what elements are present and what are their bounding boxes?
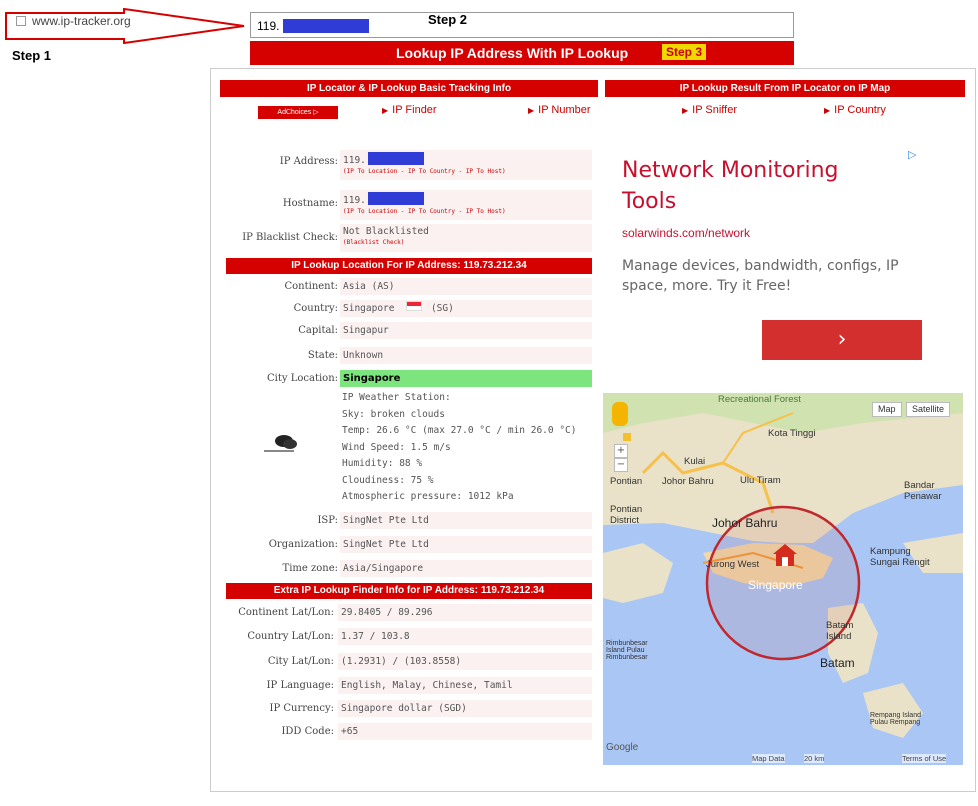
country-label: Country: (293, 303, 338, 314)
extra-section-title: Extra IP Lookup Finder Info for IP Address: 119.73.212.34 (226, 583, 592, 599)
nav-ip-finder[interactable]: ▶ IP Finder (382, 104, 437, 116)
organization-label: Organization: (268, 539, 338, 550)
singapore-flag-icon (406, 301, 422, 311)
page-icon (16, 16, 26, 26)
ip-language-value: English, Malay, Chinese, Tamil (338, 677, 592, 694)
map-label: Jurong West (706, 559, 760, 570)
continent-value: Asia (AS) (340, 278, 592, 295)
lookup-button-label: Lookup IP Address With IP Lookup (396, 45, 629, 61)
triangle-right-icon: ▶ (528, 106, 535, 115)
continent-latlon-value: 29.8405 / 89.296 (338, 604, 592, 621)
host-tools-links[interactable]: (IP To Location - IP To Country - IP To Host) (343, 208, 506, 215)
step-2-label: Step 2 (428, 12, 468, 27)
ad-url[interactable]: solarwinds.com/network (622, 226, 751, 240)
street-view-pegman-icon[interactable] (612, 402, 628, 426)
city-location-value: Singapore (340, 370, 592, 387)
map-label: Kampung Sungai Rengit (870, 546, 930, 568)
step-1-label: Step 1 (12, 48, 52, 63)
map-label: Johor Bahru (662, 476, 714, 487)
nav-ip-country[interactable]: ▶ IP Country (824, 104, 886, 116)
weather-line: Atmospheric pressure: 1012 kPa (342, 491, 514, 502)
redaction-block (283, 19, 369, 33)
map-label: Bandar Penawar (904, 480, 942, 502)
city-location-label: City Location: (267, 373, 338, 384)
organization-value: SingNet Pte Ltd (340, 536, 592, 553)
state-value: Unknown (340, 347, 592, 364)
ad-title[interactable]: Network Monitoring Tools (622, 158, 839, 214)
map-label: Johor Bahru (712, 516, 778, 530)
ad-description: Manage devices, bandwidth, configs, IP space, more. Try it Free! (622, 258, 899, 294)
map-label: Kota Tinggi (768, 428, 816, 439)
map-label: Batam (820, 656, 855, 670)
location-section-title: IP Lookup Location For IP Address: 119.73.212.34 (226, 258, 592, 274)
timezone-value: Asia/Singapore (340, 560, 592, 577)
ip-address-value: 119. (IP To Location - IP To Country - IP To Host) (340, 150, 592, 180)
ip-search-input[interactable] (250, 12, 794, 38)
hostname-label: Hostname: (282, 198, 338, 209)
triangle-right-icon: ▶ (824, 106, 831, 115)
map-label: Rempang Island Pulau Rempang (870, 712, 921, 726)
terms-of-use-link[interactable]: Terms of Use (902, 754, 947, 763)
country-latlon-label: Country Lat/Lon: (247, 631, 334, 642)
map-type-satellite-button[interactable]: Satellite (906, 402, 950, 417)
idd-code-label: IDD Code: (281, 726, 334, 737)
idd-code-value: +65 (338, 723, 592, 740)
nav-ip-number[interactable]: ▶ IP Number (528, 104, 591, 116)
country-value: Singapore (SG) (340, 300, 592, 317)
triangle-right-icon: ▶ (382, 106, 389, 115)
hostname-value: 119. (IP To Location - IP To Country - IP To Host) (340, 190, 592, 220)
step-3-label: Step 3 (662, 44, 706, 60)
adchoices-button[interactable]: AdChoices ▷ (258, 106, 338, 119)
redaction-block (368, 192, 424, 205)
basic-info-header: IP Locator & IP Lookup Basic Tracking Info (220, 80, 598, 97)
isp-value: SingNet Pte Ltd (340, 512, 592, 529)
country-latlon-value: 1.37 / 103.8 (338, 628, 592, 645)
isp-label: ISP: (317, 515, 338, 526)
zoom-in-button[interactable]: + (614, 444, 628, 458)
weather-line: Cloudiness: 75 % (342, 474, 434, 486)
weather-line: IP Weather Station: (342, 392, 451, 403)
map-type-map-button[interactable]: Map (872, 402, 902, 417)
capital-value: Singapur (340, 322, 592, 339)
map-scale-label: 20 km (804, 754, 825, 763)
weather-line: Humidity: 88 % (342, 458, 423, 469)
address-bar[interactable] (16, 14, 131, 28)
cloud-icon (260, 428, 300, 454)
map-label: Pontian (610, 476, 643, 487)
triangle-right-icon: ▶ (682, 106, 689, 115)
blacklist-label: IP Blacklist Check: (242, 232, 338, 243)
continent-latlon-label: Continent Lat/Lon: (238, 607, 334, 618)
blacklist-value: Not Blacklisted (Blacklist Check) (340, 224, 592, 252)
ip-currency-label: IP Currency: (269, 703, 334, 714)
map-label: Batam Island (826, 620, 854, 642)
map-data-label[interactable]: Map Data (752, 754, 785, 763)
address-bar-url: www.ip-tracker.org (32, 14, 131, 28)
timezone-label: Time zone: (282, 563, 338, 574)
weather-line: Temp: 26.6 °C (max 27.0 °C / min 26.0 °C) (342, 425, 577, 436)
map-label: Recreational Forest (718, 394, 801, 405)
nav-ip-sniffer[interactable]: ▶ IP Sniffer (682, 104, 737, 116)
home-marker-icon (772, 542, 798, 568)
weather-line: Wind Speed: 1.5 m/s (342, 441, 451, 453)
lookup-button[interactable] (250, 41, 794, 65)
blacklist-check-link[interactable]: (Blacklist Check) (343, 239, 405, 246)
map-label: Kulai (684, 456, 706, 467)
map-label: Singapore (748, 578, 803, 592)
state-label: State: (307, 350, 338, 361)
capital-label: Capital: (298, 325, 338, 336)
ad-info-icon[interactable]: ▷ (908, 148, 917, 161)
city-latlon-label: City Lat/Lon: (267, 656, 334, 667)
redaction-block (368, 152, 424, 165)
map-label: Rimbunbesar Island Pulau Rimbunbesar (606, 640, 648, 661)
continent-label: Continent: (284, 281, 338, 292)
map-label: Pontian District (610, 504, 643, 526)
ip-currency-value: Singapore dollar (SGD) (338, 700, 592, 717)
ip-search-value: 119. (257, 19, 280, 33)
ad-go-button[interactable]: › (762, 320, 922, 360)
map-result-header: IP Lookup Result From IP Locator on IP Map (605, 80, 965, 97)
zoom-out-button[interactable]: − (614, 458, 628, 472)
google-logo: Google (606, 742, 639, 753)
ip-tools-links[interactable]: (IP To Location - IP To Country - IP To Host) (343, 168, 506, 175)
ip-address-label: IP Address: (279, 156, 338, 167)
ip-language-label: IP Language: (266, 680, 334, 691)
city-latlon-value: (1.2931) / (103.8558) (338, 653, 592, 670)
map-label: Ulu Tiram (740, 475, 781, 486)
weather-line: Sky: broken clouds (342, 408, 445, 420)
weather-info (342, 390, 577, 506)
